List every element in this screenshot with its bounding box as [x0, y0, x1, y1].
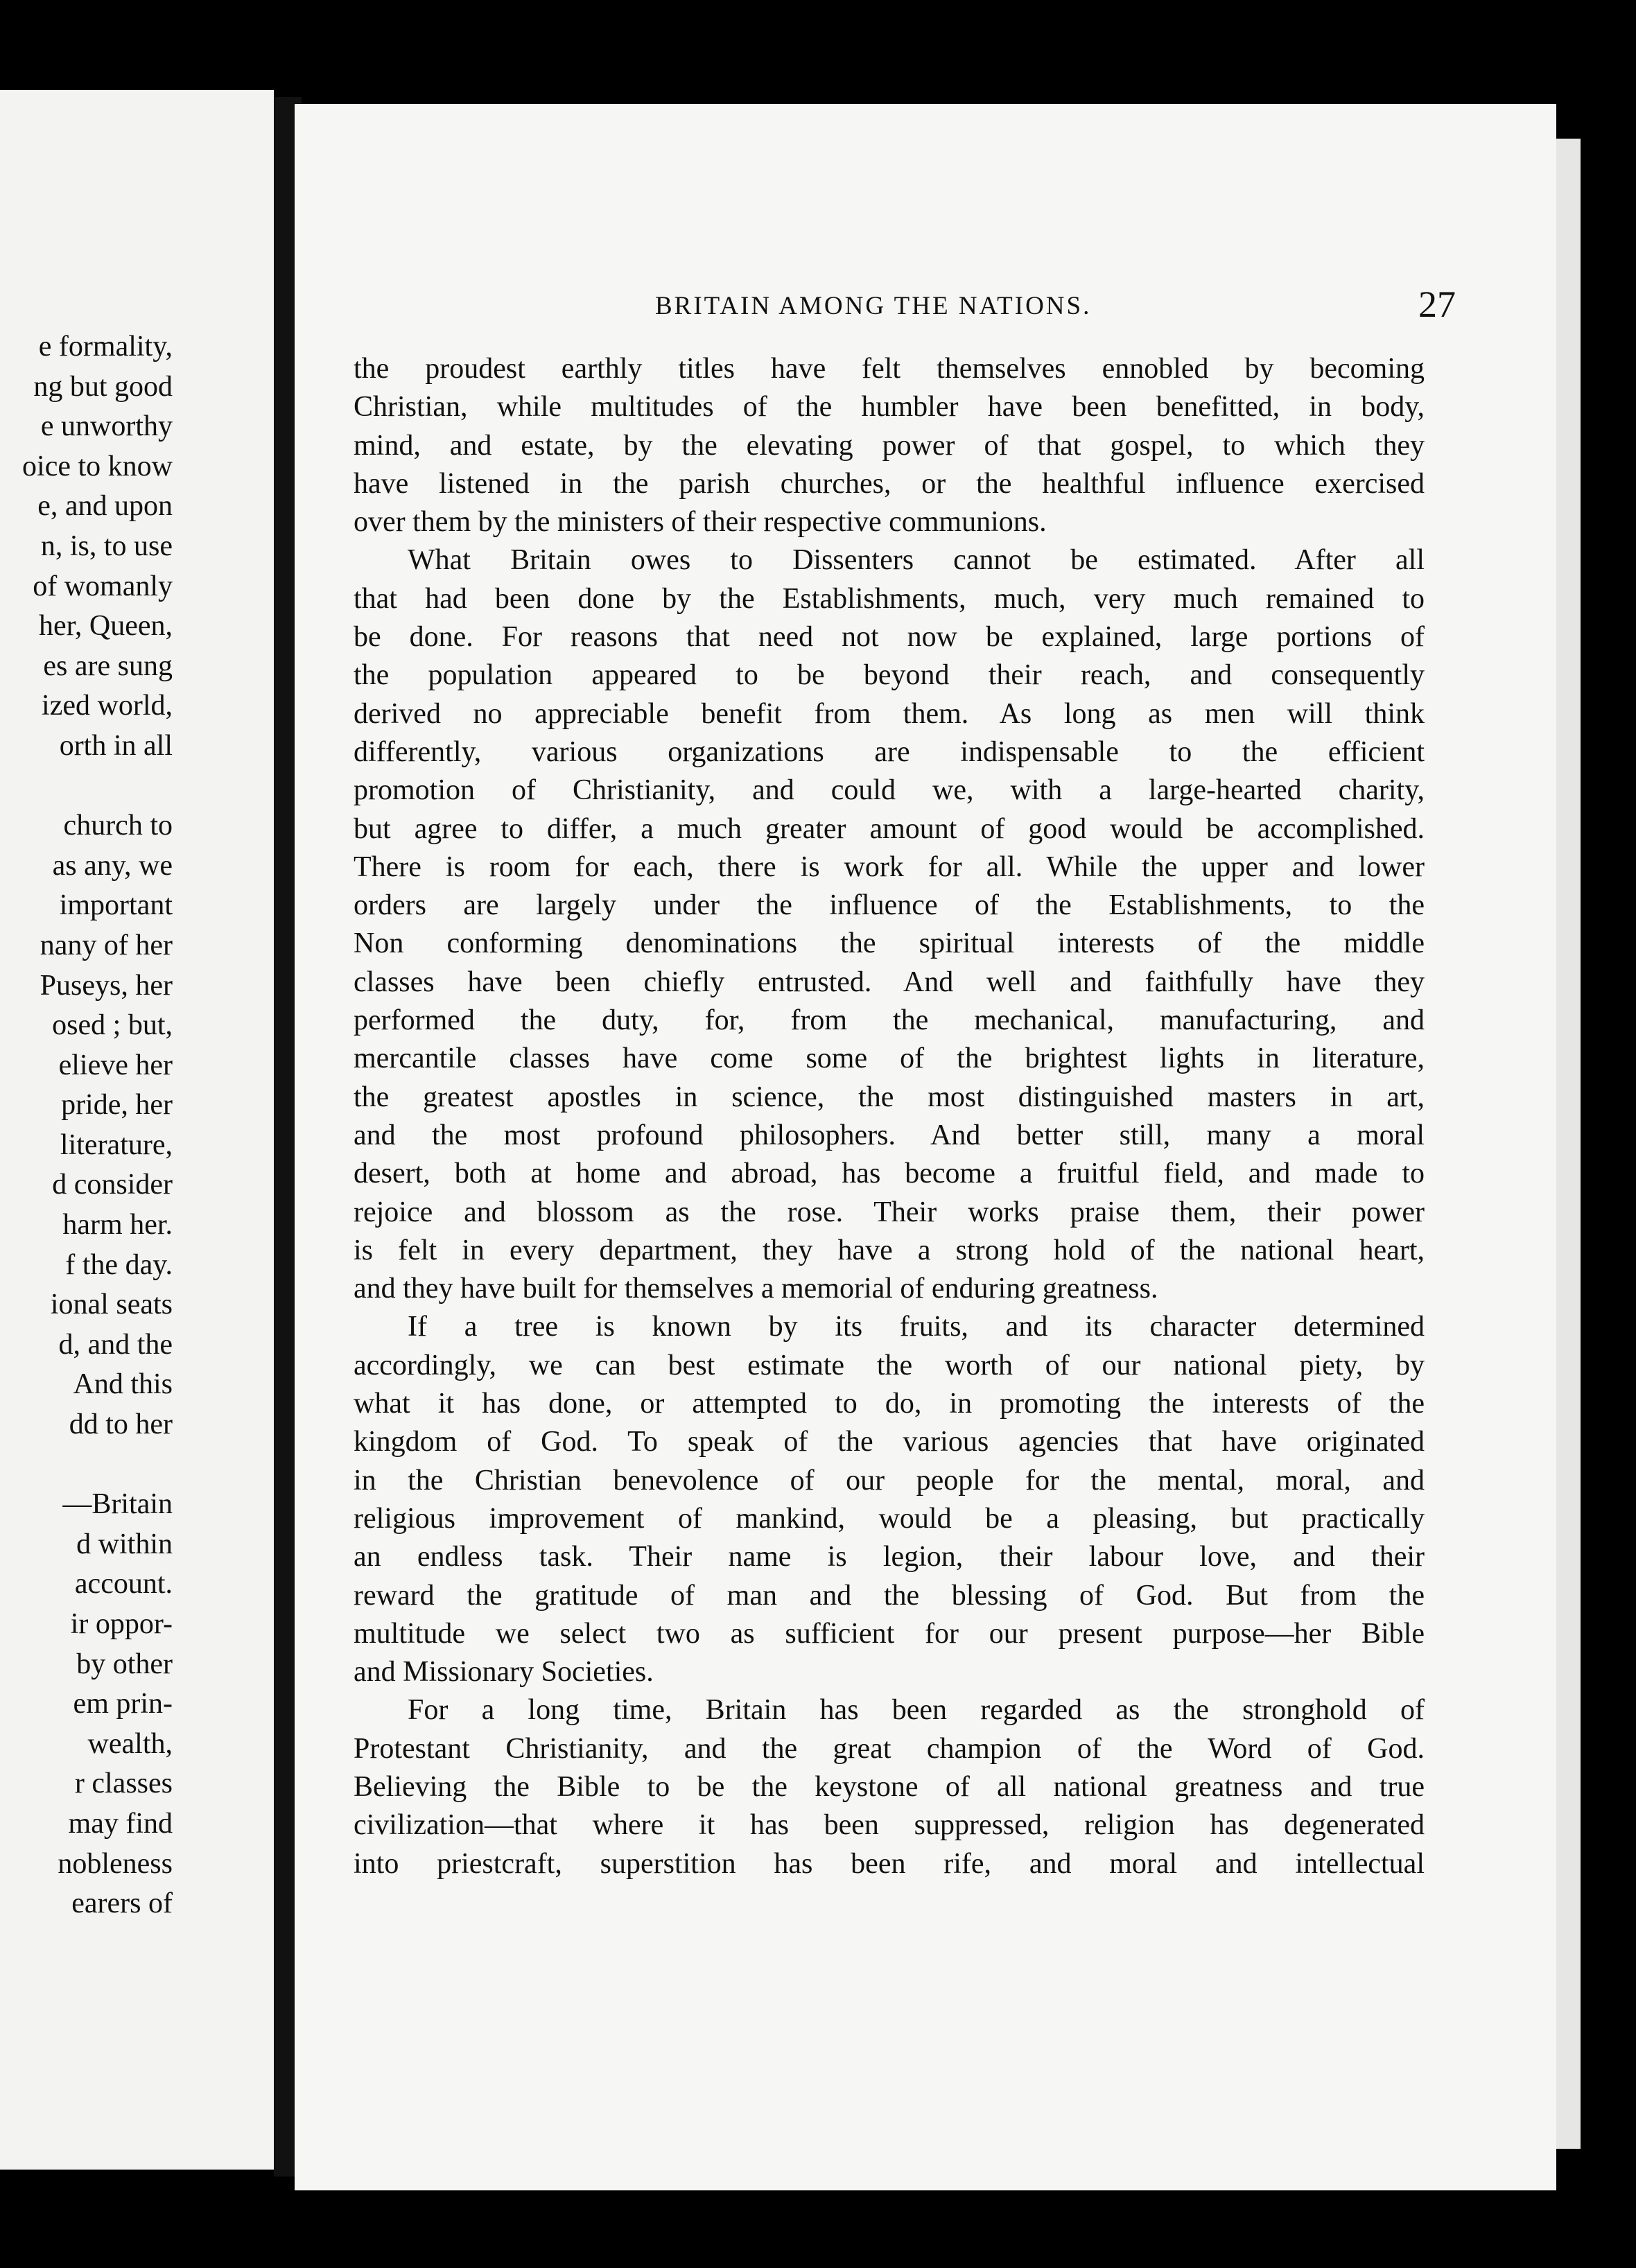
- left-text-line: ional seats: [50, 1289, 173, 1321]
- left-text-line: ir oppor-: [70, 1608, 173, 1640]
- text-line: be done. For reasons that need not now be explained, large portions of: [354, 621, 1425, 654]
- left-text-line: her, Queen,: [38, 610, 173, 643]
- left-text-line: harm her.: [62, 1209, 173, 1241]
- text-line: orders are largely under the influence of the Establishments, to the: [354, 889, 1425, 922]
- left-text-line: church to: [63, 810, 173, 842]
- left-text-line: d within: [76, 1528, 173, 1560]
- left-text-line: important: [59, 889, 173, 922]
- left-text-line: n, is, to use: [40, 530, 173, 562]
- text-line: For a long time, Britain has been regarded as the stronghold of: [408, 1694, 1425, 1727]
- left-page-text: [22, 327, 173, 1924]
- text-line: Christian, while multitudes of the humbler have been benefitted, in body,: [354, 391, 1425, 424]
- left-text-line: es are sung: [43, 649, 173, 682]
- page-number: 27: [1418, 284, 1456, 325]
- left-text-line: ized world,: [42, 690, 173, 722]
- text-line: that had been done by the Establishments, much, very much remained to: [354, 582, 1425, 615]
- left-text-line: nobleness: [58, 1847, 173, 1880]
- page-edge: [1556, 139, 1581, 2149]
- text-line: rejoice and blossom as the rose. Their works praise them, their power: [354, 1196, 1425, 1228]
- text-line: and they have built for themselves a memorial of enduring greatness.: [354, 1273, 1158, 1305]
- text-line: What Britain owes to Dissenters cannot be estimated. After all: [408, 544, 1425, 577]
- text-line: Non conforming denominations the spiritual interests of the middle: [354, 927, 1425, 960]
- left-text-line: [22, 767, 173, 807]
- left-text-line: of womanly: [33, 570, 173, 602]
- left-text-line: d, and the: [58, 1328, 173, 1361]
- left-text-line: elieve her: [58, 1049, 173, 1081]
- left-text-line: by other: [76, 1648, 173, 1680]
- text-line: multitude we select two as sufficient for our present purpose—her Bible: [354, 1617, 1425, 1650]
- left-text-line: dd to her: [69, 1408, 173, 1441]
- left-text-line: orth in all: [59, 729, 173, 762]
- left-text-line: r classes: [74, 1768, 173, 1800]
- left-text-line: And this: [73, 1368, 173, 1401]
- text-line: is felt in every department, they have a strong hold of the national heart,: [354, 1234, 1425, 1266]
- text-line: civilization—that where it has been suppressed, religion has degenerated: [354, 1809, 1425, 1842]
- text-line: reward the gratitude of man and the blessing of God. But from the: [354, 1579, 1425, 1612]
- left-text-line: —Britain: [62, 1488, 173, 1521]
- text-line: into priestcraft, superstition has been rife, and moral and intellectual: [354, 1847, 1425, 1880]
- text-line: the greatest apostles in science, the most distinguished masters in art,: [354, 1081, 1425, 1113]
- text-line: over them by the ministers of their respective communions.: [354, 506, 1047, 539]
- text-line: If a tree is known by its fruits, and its character determined: [408, 1311, 1425, 1343]
- left-text-line: e, and upon: [37, 490, 173, 523]
- left-text-line: may find: [68, 1807, 173, 1840]
- text-line: promotion of Christianity, and could we, with a large-hearted charity,: [354, 774, 1425, 807]
- body-text: [354, 350, 1425, 1883]
- text-line: Believing the Bible to be the keystone of all national greatness and true: [354, 1770, 1425, 1803]
- left-text-line: as any, we: [52, 849, 173, 882]
- left-text-line: d consider: [52, 1169, 173, 1201]
- text-line: accordingly, we can best estimate the worth of our national piety, by: [354, 1349, 1425, 1381]
- left-text-line: ng but good: [33, 370, 173, 403]
- left-text-line: pride, her: [61, 1089, 173, 1122]
- text-line: in the Christian benevolence of our people for the mental, moral, and: [354, 1464, 1425, 1497]
- text-line: differently, various organizations are indispensable to the efficient: [354, 735, 1425, 768]
- left-text-line: osed ; but,: [52, 1009, 173, 1042]
- left-text-line: earers of: [71, 1887, 173, 1920]
- text-line: There is room for each, there is work for all. While the upper and lower: [354, 850, 1425, 883]
- text-line: and the most profound philosophers. And better still, many a moral: [354, 1119, 1425, 1151]
- text-line: have listened in the parish churches, or the healthful influence exercised: [354, 467, 1425, 500]
- left-text-line: em prin-: [73, 1688, 173, 1720]
- text-line: Protestant Christianity, and the great champion of the Word of God.: [354, 1732, 1425, 1765]
- text-line: and Missionary Societies.: [354, 1656, 654, 1689]
- text-line: performed the duty, for, from the mechanical, manufacturing, and: [354, 1004, 1425, 1037]
- text-line: mercantile classes have come some of the brightest lights in literature,: [354, 1043, 1425, 1075]
- text-line: derived no appreciable benefit from them. As long as men will think: [354, 697, 1425, 730]
- text-line: the proudest earthly titles have felt themselves ennobled by becoming: [354, 353, 1425, 385]
- left-text-line: [22, 1445, 173, 1485]
- text-line: mind, and estate, by the elevating power of that gospel, to which they: [354, 429, 1425, 462]
- text-line: what it has done, or attempted to do, in promoting the interests of the: [354, 1388, 1425, 1420]
- left-text-line: f the day.: [65, 1248, 173, 1281]
- left-text-line: nany of her: [40, 929, 173, 961]
- text-line: an endless task. Their name is legion, their labour love, and their: [354, 1541, 1425, 1573]
- left-facing-page: [0, 90, 274, 2170]
- left-text-line: e unworthy: [40, 410, 173, 443]
- left-text-line: literature,: [60, 1128, 173, 1161]
- left-text-line: account.: [74, 1568, 173, 1600]
- text-line: but agree to differ, a much greater amount of good would be accomplished.: [354, 812, 1425, 845]
- left-text-line: Puseys, her: [40, 969, 173, 1002]
- left-text-line: e formality,: [38, 331, 173, 363]
- text-line: the population appeared to be beyond their reach, and consequently: [354, 659, 1425, 692]
- text-line: religious improvement of mankind, would be a pleasing, but practically: [354, 1502, 1425, 1535]
- text-line: classes have been chiefly entrusted. And well and faithfully have they: [354, 966, 1425, 998]
- left-text-line: wealth,: [87, 1727, 173, 1760]
- left-text-line: oice to know: [22, 450, 173, 482]
- text-line: kingdom of God. To speak of the various agencies that have originated: [354, 1426, 1425, 1458]
- running-head: BRITAIN AMONG THE NATIONS.: [655, 292, 1092, 320]
- right-page: [295, 104, 1556, 2190]
- text-line: desert, both at home and abroad, has become a fruitful field, and made to: [354, 1158, 1425, 1190]
